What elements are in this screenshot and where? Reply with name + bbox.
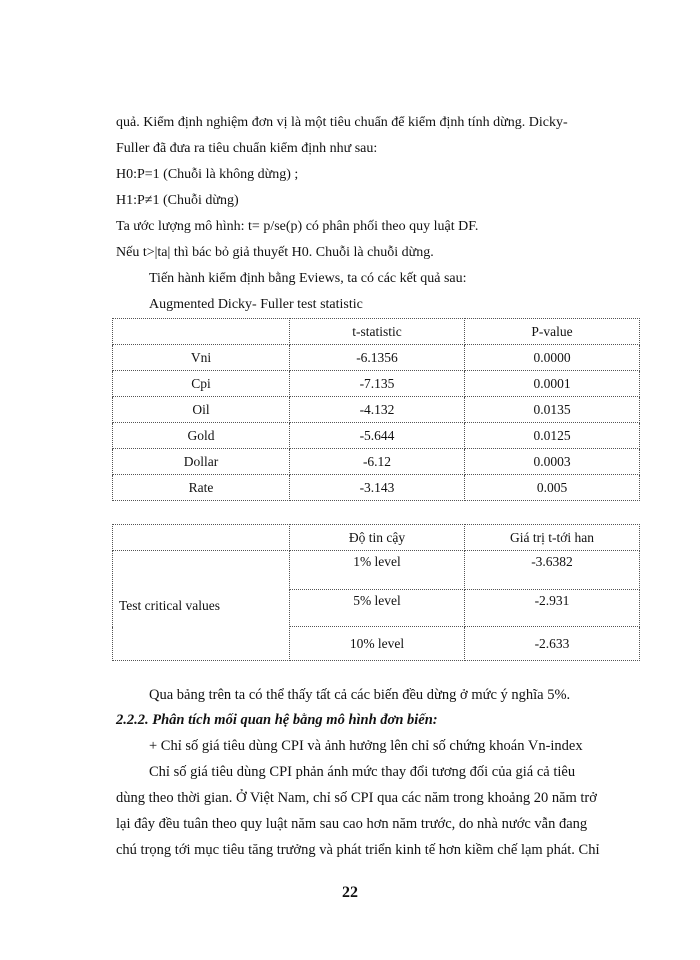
table-header-row (113, 525, 640, 551)
table-cell: -4.132 (290, 397, 465, 423)
subsection-line: + Chỉ số giá tiêu dùng CPI và ảnh hưởng lên chỉ số chứng khoán Vn-index (149, 738, 583, 754)
table-cell: -6.12 (290, 449, 465, 475)
table-header-cell: t-statistic (290, 319, 465, 345)
body-line-2: dùng theo thời gian. Ở Việt Nam, chỉ số CPI qua các năm trong khoảng 20 năm trở (116, 790, 597, 806)
table-row (113, 371, 640, 397)
text-line-3: H0:P=1 (Chuỗi là không dừng) ; (116, 167, 299, 182)
table-header-cell (113, 525, 290, 551)
critical-values-table (112, 524, 640, 661)
adf-test-table (112, 318, 640, 501)
table-cell: 1% level (290, 551, 465, 590)
table-cell: -6.1356 (290, 345, 465, 371)
page-number: 22 (342, 884, 358, 901)
table-row (113, 345, 640, 371)
table-header-cell: Độ tin cậy (290, 525, 465, 551)
table-row (113, 423, 640, 449)
table-cell: 10% level (290, 627, 465, 661)
table-cell: -5.644 (290, 423, 465, 449)
table-cell: 0.0000 (465, 345, 640, 371)
body-line-1: Chỉ số giá tiêu dùng CPI phản ánh mức thay đổi tương đối của giá cả tiêu (149, 764, 576, 780)
table-row (113, 551, 640, 590)
table-header-row (113, 319, 640, 345)
table-cell: -7.135 (290, 371, 465, 397)
text-line-5: Ta ước lượng mô hình: t= p/se(p) có phân phối theo quy luật DF. (116, 219, 479, 234)
table-cell: 5% level (290, 590, 465, 627)
table-cell: Cpi (113, 371, 290, 397)
table-row (113, 397, 640, 423)
table-row-label: Test critical values (113, 551, 290, 661)
table-row (113, 475, 640, 501)
text-line-6: Nếu t>|ta| thì bác bỏ giả thuyết H0. Chuỗi là chuỗi dừng. (116, 245, 434, 260)
table-cell: -3.143 (290, 475, 465, 501)
text-line-7: Tiến hành kiểm định bằng Eviews, ta có các kết quả sau: (149, 271, 467, 286)
table-cell: 0.0001 (465, 371, 640, 397)
table-cell: -2.931 (465, 590, 640, 627)
table-cell: -3.6382 (465, 551, 640, 590)
table-header-cell (113, 319, 290, 345)
section-heading: 2.2.2. Phân tích mối quan hệ bằng mô hình đơn biến: (116, 712, 438, 728)
body-line-4: chú trọng tới mục tiêu tăng trưởng và phát triển kinh tế hơn kiềm chế lạm phát. Chỉ (116, 842, 600, 858)
table-cell: 0.0003 (465, 449, 640, 475)
table-cell: 0.005 (465, 475, 640, 501)
conclusion-paragraph: Qua bảng trên ta có thể thấy tất cả các biến đều dừng ở mức ý nghĩa 5%. (149, 687, 571, 703)
table-cell: Rate (113, 475, 290, 501)
text-line-4: H1:P≠1 (Chuỗi dừng) (116, 193, 239, 208)
text-line-2: Fuller đã đưa ra tiêu chuẩn kiểm định như sau: (116, 141, 378, 156)
table-cell: -2.633 (465, 627, 640, 661)
text-line-8: Augmented Dicky- Fuller test statistic (149, 297, 363, 312)
table-cell: Dollar (113, 449, 290, 475)
table-row (113, 449, 640, 475)
text-line-1: quả. Kiểm định nghiệm đơn vị là một tiêu chuẩn để kiểm định tính dừng. Dicky- (116, 115, 568, 130)
table-cell: 0.0125 (465, 423, 640, 449)
table-cell: Oil (113, 397, 290, 423)
body-line-3: lại đây đều tuân theo quy luật năm sau cao hơn năm trước, do nhà nước vẫn đang (116, 816, 588, 832)
table-cell: Vni (113, 345, 290, 371)
table-header-cell: P-value (465, 319, 640, 345)
table-cell: 0.0135 (465, 397, 640, 423)
table-header-cell: Giá trị t-tới han (465, 525, 640, 551)
table-cell: Gold (113, 423, 290, 449)
